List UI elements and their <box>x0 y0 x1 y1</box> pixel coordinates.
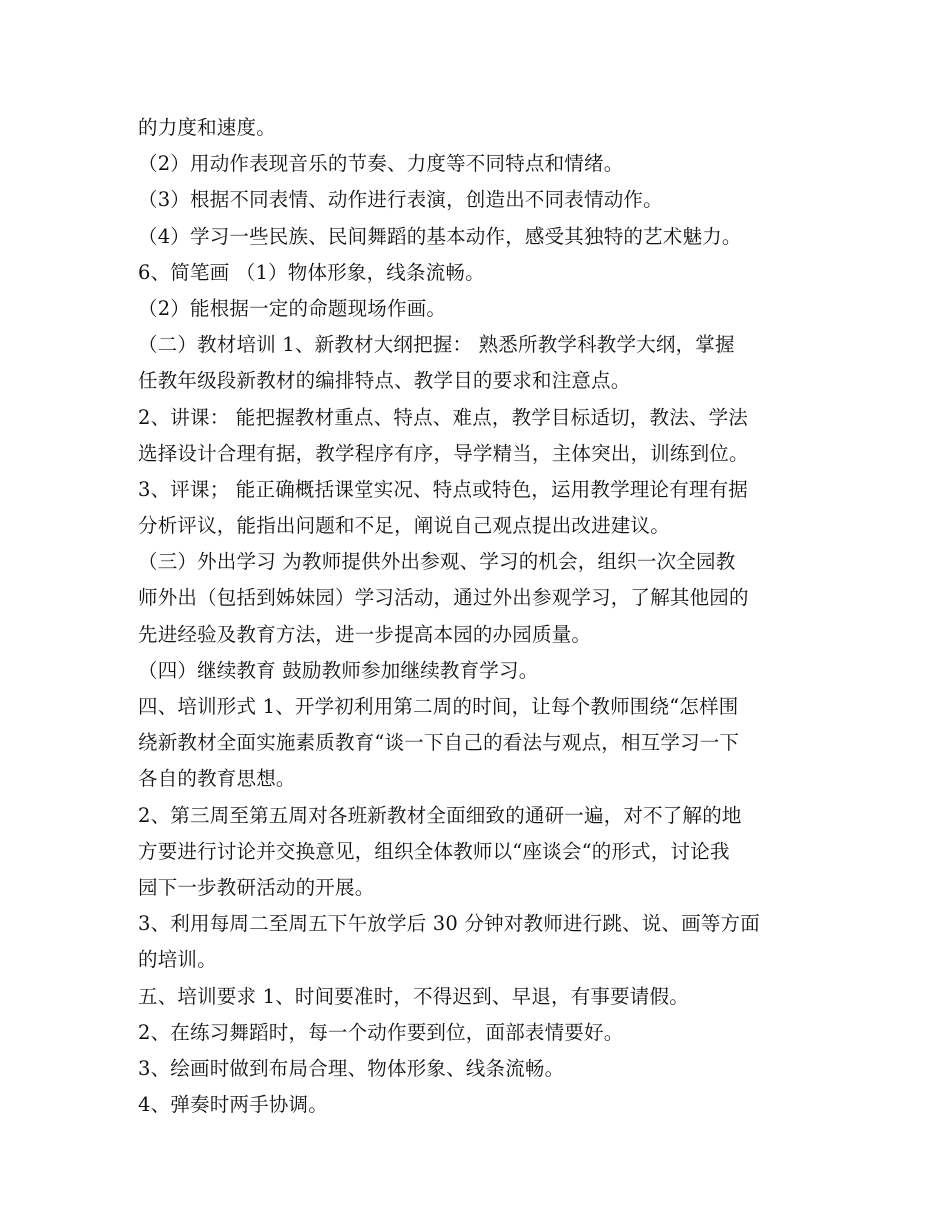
text-line: 先进经验及教育方法，进一步提高本园的办园质量。 <box>138 622 592 646</box>
text-line: （四）继续教育 鼓励教师参加继续教育学习。 <box>138 658 539 682</box>
text-line: （4）学习一些民族、民间舞蹈的基本动作，感受其独特的艺术魅力。 <box>138 224 742 248</box>
text-line: 6、简笔画 （1）物体形象，线条流畅。 <box>138 260 485 284</box>
text-line: 师外出（包括到姊妹园）学习活动，通过外出参观学习，了解其他园的 <box>138 586 749 610</box>
text-line: 分析评议，能指出问题和不足，阐说自己观点提出改进建议。 <box>138 514 670 538</box>
text-line: 方要进行讨论并交换意见，组织全体教师以“座谈会“的形式，讨论我 <box>138 839 730 863</box>
text-line: 五、培训要求 1、时间要准时，不得迟到、早退，有事要请假。 <box>138 984 689 1008</box>
text-line: 3、利用每周二至周五下午放学后 30 分钟对教师进行跳、说、画等方面 <box>138 912 760 936</box>
text-line: 2、在练习舞蹈时，每一个动作要到位，面部表情要好。 <box>138 1020 624 1044</box>
text-line: （3）根据不同表情、动作进行表演，创造出不同表情动作。 <box>138 188 663 212</box>
text-line: 2、第三周至第五周对各班新教材全面细致的通研一遍，对不了解的地 <box>138 803 742 827</box>
text-line: （三）外出学习 为教师提供外出参观、学习的机会，组织一次全园教 <box>138 550 736 574</box>
text-line: 的力度和速度。 <box>138 116 276 139</box>
text-line: （2）能根据一定的命题现场作画。 <box>138 296 447 320</box>
text-line: 各自的教育思想。 <box>138 767 296 791</box>
text-line: 四、培训形式 1、开学初利用第二周的时间，让每个教师围绕“怎样围 <box>138 695 739 718</box>
document-body <box>138 110 818 1123</box>
text-line: 绕新教材全面实施素质教育“谈一下自己的看法与观点，相互学习一下 <box>138 731 740 755</box>
text-line: 任教年级段新教材的编排特点、教学目的要求和注意点。 <box>138 369 631 393</box>
text-line: 2、讲课： 能把握教材重点、特点、难点，教学目标适切，教法、学法 <box>138 405 749 429</box>
text-line: 园下一步教研活动的开展。 <box>138 875 375 899</box>
text-line: 4、弹奏时两手协调。 <box>138 1093 328 1117</box>
text-line: 3、绘画时做到布局合理、物体形象、线条流畅。 <box>138 1056 565 1080</box>
text-line: （2）用动作表现音乐的节奏、力度等不同特点和情绪。 <box>138 152 624 176</box>
text-line: 选择设计合理有据，教学程序有序，导学精当，主体突出，训练到位。 <box>138 441 749 465</box>
text-line: （二）教材培训 1、新教材大纲把握： 熟悉所教学科教学大纲，掌握 <box>138 333 735 357</box>
text-line: 的培训。 <box>138 948 217 972</box>
text-line: 3、评课； 能正确概括课堂实况、特点或特色，运用教学理论有理有据 <box>138 477 749 501</box>
